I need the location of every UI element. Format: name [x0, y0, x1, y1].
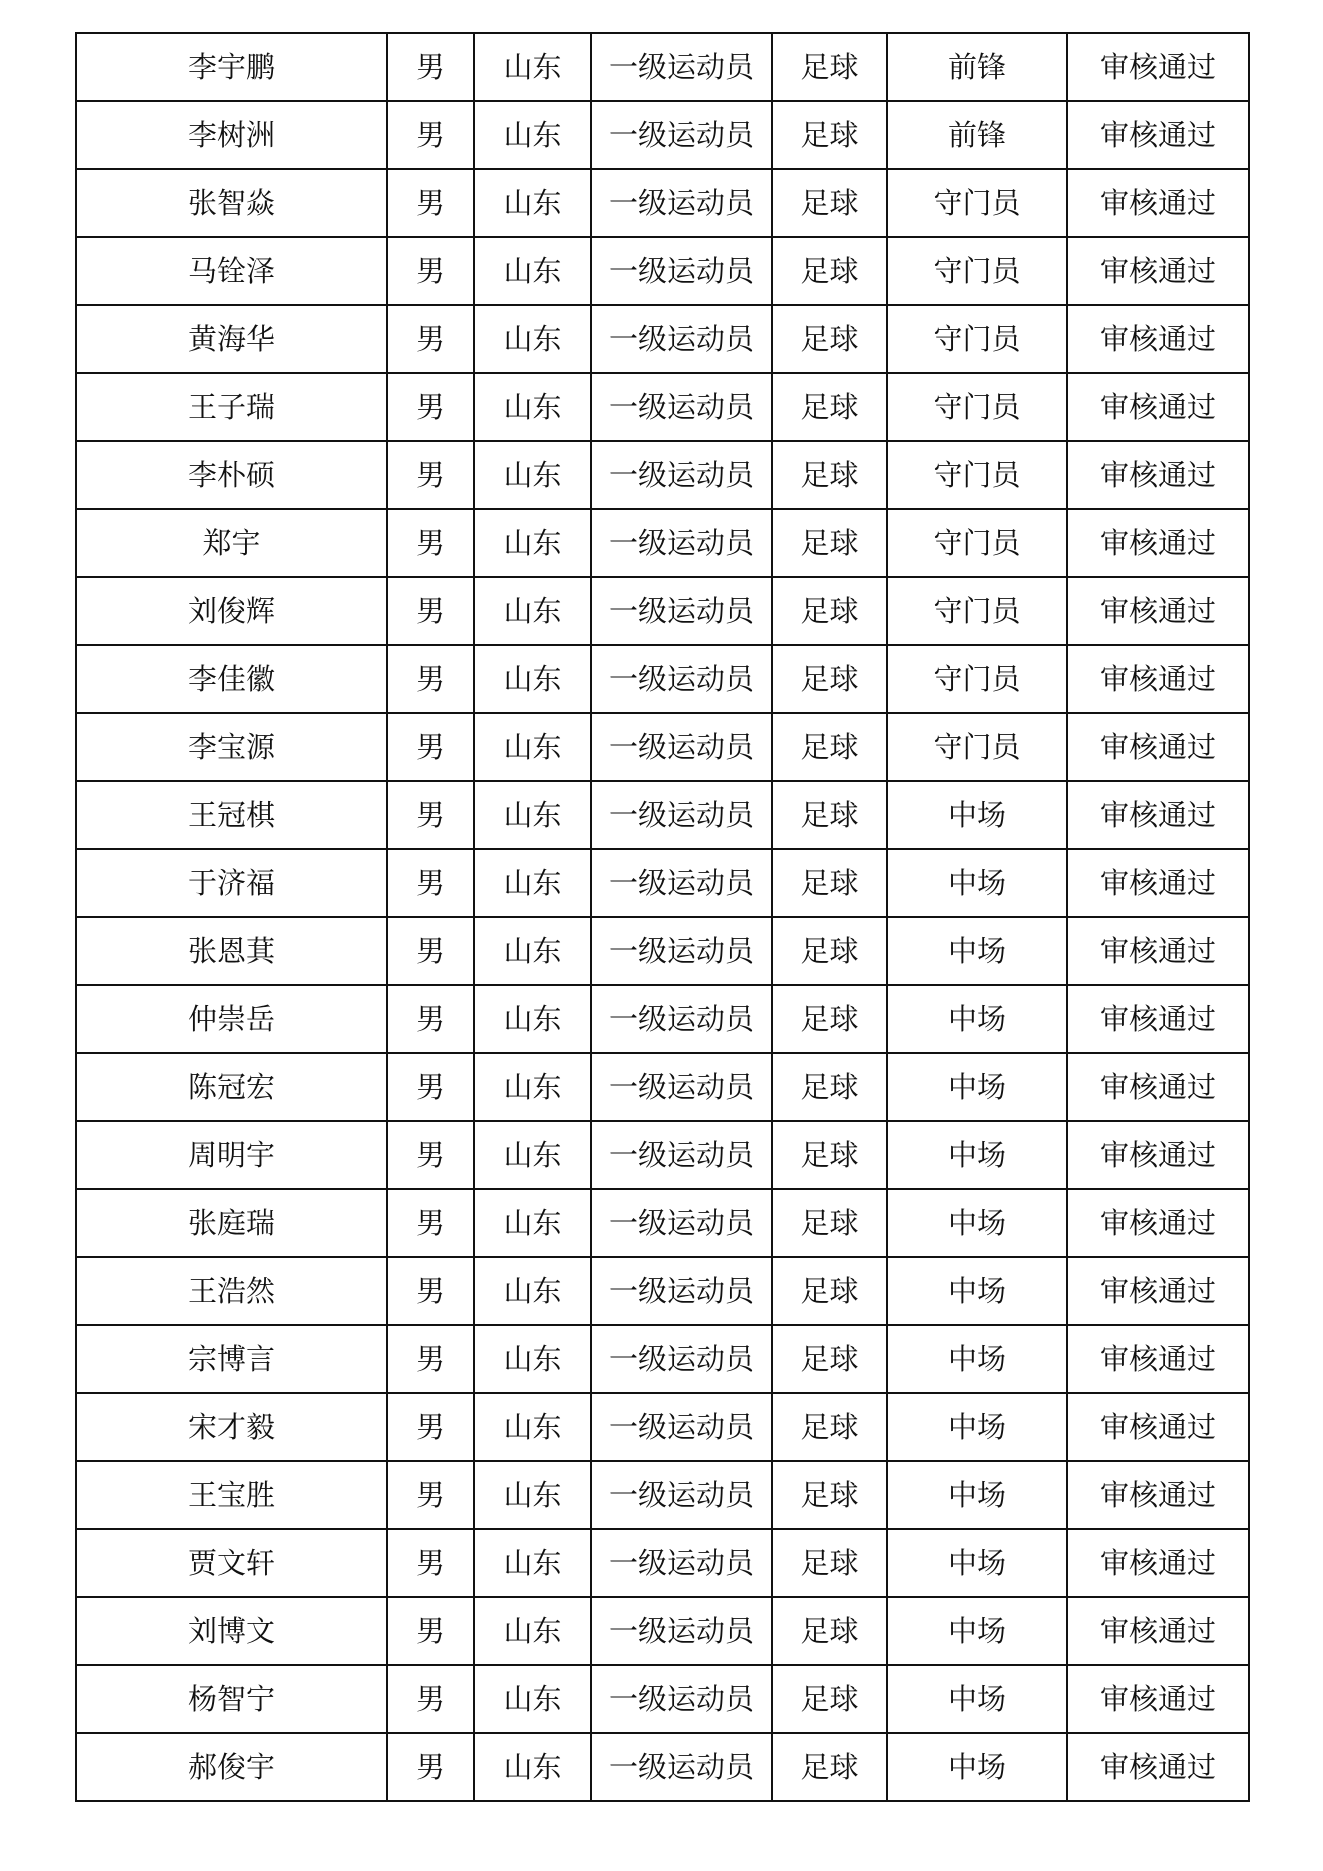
review-status-cell: 审核通过 — [1067, 1393, 1249, 1461]
review-status-cell: 审核通过 — [1067, 33, 1249, 101]
province-cell: 山东 — [474, 781, 591, 849]
table-row — [76, 169, 1249, 237]
province-cell: 山东 — [474, 33, 591, 101]
athlete-name-cell: 黄海华 — [76, 305, 387, 373]
athlete-name-cell: 周明宇 — [76, 1121, 387, 1189]
province-cell: 山东 — [474, 101, 591, 169]
gender-cell: 男 — [387, 849, 474, 917]
athlete-name-cell: 张智焱 — [76, 169, 387, 237]
athlete-name-cell: 陈冠宏 — [76, 1053, 387, 1121]
position-cell: 中场 — [887, 1189, 1067, 1257]
province-cell: 山东 — [474, 305, 591, 373]
athlete-name-cell: 李树洲 — [76, 101, 387, 169]
province-cell: 山东 — [474, 1529, 591, 1597]
athlete-name-cell: 李宇鹏 — [76, 33, 387, 101]
table-row — [76, 1121, 1249, 1189]
province-cell: 山东 — [474, 237, 591, 305]
table-row — [76, 781, 1249, 849]
sport-cell: 足球 — [772, 1121, 887, 1189]
athlete-name-cell: 贾文轩 — [76, 1529, 387, 1597]
province-cell: 山东 — [474, 1461, 591, 1529]
athlete-level-cell: 一级运动员 — [591, 1189, 772, 1257]
position-cell: 中场 — [887, 1597, 1067, 1665]
table-row — [76, 645, 1249, 713]
position-cell: 中场 — [887, 781, 1067, 849]
review-status-cell: 审核通过 — [1067, 713, 1249, 781]
gender-cell: 男 — [387, 917, 474, 985]
province-cell: 山东 — [474, 1665, 591, 1733]
table-row — [76, 917, 1249, 985]
gender-cell: 男 — [387, 1257, 474, 1325]
athlete-level-cell: 一级运动员 — [591, 441, 772, 509]
athlete-level-cell: 一级运动员 — [591, 509, 772, 577]
sport-cell: 足球 — [772, 713, 887, 781]
athlete-name-cell: 杨智宁 — [76, 1665, 387, 1733]
gender-cell: 男 — [387, 1529, 474, 1597]
province-cell: 山东 — [474, 1393, 591, 1461]
position-cell: 前锋 — [887, 33, 1067, 101]
review-status-cell: 审核通过 — [1067, 645, 1249, 713]
review-status-cell: 审核通过 — [1067, 509, 1249, 577]
position-cell: 守门员 — [887, 441, 1067, 509]
table-row — [76, 373, 1249, 441]
position-cell: 守门员 — [887, 577, 1067, 645]
athlete-name-cell: 张庭瑞 — [76, 1189, 387, 1257]
athlete-name-cell: 刘博文 — [76, 1597, 387, 1665]
review-status-cell: 审核通过 — [1067, 1597, 1249, 1665]
review-status-cell: 审核通过 — [1067, 237, 1249, 305]
province-cell: 山东 — [474, 169, 591, 237]
position-cell: 守门员 — [887, 645, 1067, 713]
table-row — [76, 509, 1249, 577]
gender-cell: 男 — [387, 1325, 474, 1393]
review-status-cell: 审核通过 — [1067, 1121, 1249, 1189]
gender-cell: 男 — [387, 1597, 474, 1665]
sport-cell: 足球 — [772, 305, 887, 373]
sport-cell: 足球 — [772, 849, 887, 917]
gender-cell: 男 — [387, 577, 474, 645]
athlete-level-cell: 一级运动员 — [591, 849, 772, 917]
province-cell: 山东 — [474, 1597, 591, 1665]
sport-cell: 足球 — [772, 1529, 887, 1597]
gender-cell: 男 — [387, 441, 474, 509]
athlete-name-cell: 郑宇 — [76, 509, 387, 577]
review-status-cell: 审核通过 — [1067, 101, 1249, 169]
position-cell: 中场 — [887, 849, 1067, 917]
province-cell: 山东 — [474, 577, 591, 645]
sport-cell: 足球 — [772, 1461, 887, 1529]
province-cell: 山东 — [474, 373, 591, 441]
review-status-cell: 审核通过 — [1067, 1665, 1249, 1733]
position-cell: 中场 — [887, 1733, 1067, 1801]
position-cell: 守门员 — [887, 169, 1067, 237]
province-cell: 山东 — [474, 1189, 591, 1257]
sport-cell: 足球 — [772, 1393, 887, 1461]
position-cell: 守门员 — [887, 237, 1067, 305]
athlete-name-cell: 王子瑞 — [76, 373, 387, 441]
athlete-level-cell: 一级运动员 — [591, 101, 772, 169]
sport-cell: 足球 — [772, 237, 887, 305]
athlete-name-cell: 李佳徽 — [76, 645, 387, 713]
athlete-level-cell: 一级运动员 — [591, 169, 772, 237]
sport-cell: 足球 — [772, 1189, 887, 1257]
review-status-cell: 审核通过 — [1067, 917, 1249, 985]
review-status-cell: 审核通过 — [1067, 1529, 1249, 1597]
sport-cell: 足球 — [772, 1257, 887, 1325]
athlete-name-cell: 张恩萁 — [76, 917, 387, 985]
table-row — [76, 1461, 1249, 1529]
position-cell: 守门员 — [887, 509, 1067, 577]
sport-cell: 足球 — [772, 577, 887, 645]
gender-cell: 男 — [387, 1665, 474, 1733]
position-cell: 守门员 — [887, 305, 1067, 373]
athlete-level-cell: 一级运动员 — [591, 577, 772, 645]
athlete-name-cell: 郝俊宇 — [76, 1733, 387, 1801]
athlete-level-cell: 一级运动员 — [591, 237, 772, 305]
table-row — [76, 1733, 1249, 1801]
table-row — [76, 33, 1249, 101]
sport-cell: 足球 — [772, 441, 887, 509]
gender-cell: 男 — [387, 33, 474, 101]
table-row — [76, 1325, 1249, 1393]
sport-cell: 足球 — [772, 373, 887, 441]
review-status-cell: 审核通过 — [1067, 1733, 1249, 1801]
athlete-level-cell: 一级运动员 — [591, 1053, 772, 1121]
review-status-cell: 审核通过 — [1067, 1325, 1249, 1393]
gender-cell: 男 — [387, 305, 474, 373]
table-row — [76, 1529, 1249, 1597]
sport-cell: 足球 — [772, 509, 887, 577]
gender-cell: 男 — [387, 1121, 474, 1189]
position-cell: 中场 — [887, 917, 1067, 985]
review-status-cell: 审核通过 — [1067, 1189, 1249, 1257]
sport-cell: 足球 — [772, 1053, 887, 1121]
review-status-cell: 审核通过 — [1067, 169, 1249, 237]
province-cell: 山东 — [474, 917, 591, 985]
table-row — [76, 101, 1249, 169]
roster-table-body — [76, 33, 1249, 1801]
sport-cell: 足球 — [772, 33, 887, 101]
review-status-cell: 审核通过 — [1067, 441, 1249, 509]
sport-cell: 足球 — [772, 917, 887, 985]
athlete-level-cell: 一级运动员 — [591, 305, 772, 373]
review-status-cell: 审核通过 — [1067, 781, 1249, 849]
athlete-name-cell: 于济福 — [76, 849, 387, 917]
review-status-cell: 审核通过 — [1067, 305, 1249, 373]
athlete-level-cell: 一级运动员 — [591, 645, 772, 713]
gender-cell: 男 — [387, 781, 474, 849]
gender-cell: 男 — [387, 1461, 474, 1529]
gender-cell: 男 — [387, 645, 474, 713]
athlete-name-cell: 仲崇岳 — [76, 985, 387, 1053]
position-cell: 中场 — [887, 1529, 1067, 1597]
table-row — [76, 305, 1249, 373]
athlete-level-cell: 一级运动员 — [591, 781, 772, 849]
gender-cell: 男 — [387, 101, 474, 169]
province-cell: 山东 — [474, 713, 591, 781]
table-row — [76, 1393, 1249, 1461]
province-cell: 山东 — [474, 1325, 591, 1393]
table-row — [76, 1189, 1249, 1257]
position-cell: 守门员 — [887, 713, 1067, 781]
athlete-level-cell: 一级运动员 — [591, 1733, 772, 1801]
sport-cell: 足球 — [772, 985, 887, 1053]
athlete-level-cell: 一级运动员 — [591, 917, 772, 985]
review-status-cell: 审核通过 — [1067, 373, 1249, 441]
gender-cell: 男 — [387, 985, 474, 1053]
table-row — [76, 849, 1249, 917]
table-row — [76, 1665, 1249, 1733]
gender-cell: 男 — [387, 1189, 474, 1257]
review-status-cell: 审核通过 — [1067, 1053, 1249, 1121]
athlete-level-cell: 一级运动员 — [591, 713, 772, 781]
province-cell: 山东 — [474, 985, 591, 1053]
athlete-name-cell: 王冠棋 — [76, 781, 387, 849]
athlete-name-cell: 宗博言 — [76, 1325, 387, 1393]
table-row — [76, 441, 1249, 509]
athlete-level-cell: 一级运动员 — [591, 985, 772, 1053]
review-status-cell: 审核通过 — [1067, 1257, 1249, 1325]
athlete-name-cell: 王浩然 — [76, 1257, 387, 1325]
athlete-level-cell: 一级运动员 — [591, 1665, 772, 1733]
athlete-name-cell: 马铨泽 — [76, 237, 387, 305]
review-status-cell: 审核通过 — [1067, 577, 1249, 645]
province-cell: 山东 — [474, 849, 591, 917]
sport-cell: 足球 — [772, 645, 887, 713]
gender-cell: 男 — [387, 509, 474, 577]
table-row — [76, 1053, 1249, 1121]
athlete-level-cell: 一级运动员 — [591, 1529, 772, 1597]
position-cell: 守门员 — [887, 373, 1067, 441]
athlete-level-cell: 一级运动员 — [591, 373, 772, 441]
gender-cell: 男 — [387, 237, 474, 305]
gender-cell: 男 — [387, 1053, 474, 1121]
sport-cell: 足球 — [772, 1665, 887, 1733]
province-cell: 山东 — [474, 509, 591, 577]
sport-cell: 足球 — [772, 1733, 887, 1801]
sport-cell: 足球 — [772, 1597, 887, 1665]
athlete-roster-table — [75, 32, 1250, 1802]
review-status-cell: 审核通过 — [1067, 1461, 1249, 1529]
position-cell: 中场 — [887, 1053, 1067, 1121]
position-cell: 中场 — [887, 985, 1067, 1053]
province-cell: 山东 — [474, 1257, 591, 1325]
athlete-level-cell: 一级运动员 — [591, 1121, 772, 1189]
province-cell: 山东 — [474, 1053, 591, 1121]
athlete-name-cell: 刘俊辉 — [76, 577, 387, 645]
province-cell: 山东 — [474, 1121, 591, 1189]
gender-cell: 男 — [387, 713, 474, 781]
position-cell: 中场 — [887, 1393, 1067, 1461]
review-status-cell: 审核通过 — [1067, 985, 1249, 1053]
athlete-level-cell: 一级运动员 — [591, 1597, 772, 1665]
athlete-name-cell: 王宝胜 — [76, 1461, 387, 1529]
athlete-level-cell: 一级运动员 — [591, 1325, 772, 1393]
position-cell: 前锋 — [887, 101, 1067, 169]
athlete-level-cell: 一级运动员 — [591, 1393, 772, 1461]
table-row — [76, 713, 1249, 781]
athlete-name-cell: 宋才毅 — [76, 1393, 387, 1461]
sport-cell: 足球 — [772, 1325, 887, 1393]
gender-cell: 男 — [387, 373, 474, 441]
table-row — [76, 985, 1249, 1053]
table-row — [76, 1597, 1249, 1665]
position-cell: 中场 — [887, 1325, 1067, 1393]
gender-cell: 男 — [387, 1393, 474, 1461]
athlete-name-cell: 李朴硕 — [76, 441, 387, 509]
table-row — [76, 237, 1249, 305]
position-cell: 中场 — [887, 1121, 1067, 1189]
province-cell: 山东 — [474, 1733, 591, 1801]
position-cell: 中场 — [887, 1665, 1067, 1733]
gender-cell: 男 — [387, 1733, 474, 1801]
province-cell: 山东 — [474, 645, 591, 713]
province-cell: 山东 — [474, 441, 591, 509]
sport-cell: 足球 — [772, 169, 887, 237]
table-row — [76, 577, 1249, 645]
sport-cell: 足球 — [772, 101, 887, 169]
position-cell: 中场 — [887, 1461, 1067, 1529]
table-row — [76, 1257, 1249, 1325]
athlete-level-cell: 一级运动员 — [591, 1461, 772, 1529]
gender-cell: 男 — [387, 169, 474, 237]
athlete-name-cell: 李宝源 — [76, 713, 387, 781]
review-status-cell: 审核通过 — [1067, 849, 1249, 917]
athlete-level-cell: 一级运动员 — [591, 33, 772, 101]
sport-cell: 足球 — [772, 781, 887, 849]
athlete-level-cell: 一级运动员 — [591, 1257, 772, 1325]
position-cell: 中场 — [887, 1257, 1067, 1325]
